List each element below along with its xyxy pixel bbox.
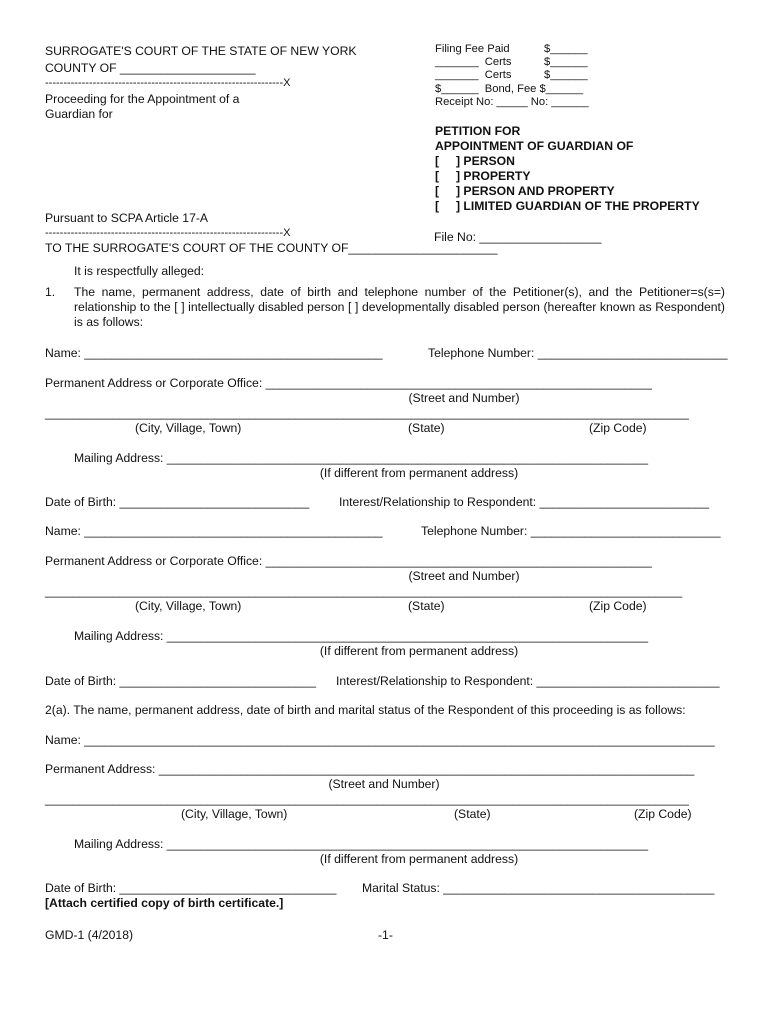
certs-2-amount[interactable]: $______ [544,69,588,81]
state-caption: (State) [408,599,445,613]
mailing-caption: (If different from permanent address) [319,644,519,658]
page-number: -1- [378,928,393,942]
petitioner-1-telephone-field[interactable]: Telephone Number: ____________________________ [428,346,728,360]
petitioner-2-relationship-field[interactable]: Interest/Relationship to Respondent: ___________________________ [336,674,720,688]
proceeding-line-2: Guardian for [45,107,113,121]
receipt-field[interactable]: Receipt No: _____ No: ______ [435,96,589,108]
form-id: GMD-1 (4/2018) [45,928,134,942]
petitioner-2-telephone-field[interactable]: Telephone Number: ____________________________ [421,524,721,538]
petitioner-1-name-field[interactable]: Name: ____________________________________________ [45,346,383,360]
alleged-line: It is respectfully alleged: [74,264,205,278]
respondent-address-field[interactable]: Permanent Address: _______________________________________________________________________________ [45,762,695,776]
petitioner-1-relationship-field[interactable]: Interest/Relationship to Respondent: _________________________ [339,495,709,509]
city-caption: (City, Village, Town) [135,599,242,613]
pursuant-line: Pursuant to SCPA Article 17-A [45,211,209,225]
para-1-number: 1. [45,285,56,299]
option-property-checkbox[interactable]: [ ] PROPERTY [435,169,531,183]
para-1-text: The name, permanent address, date of birth and telephone number of the Petitioner(s), and the Petitioner=s(s=) relationship to the [ ] intellectually disabled person [ ] developmentally disabled person (hereafter known as Respondent) is as follows: [74,285,725,329]
petitioner-1-address-field[interactable]: Permanent Address or Corporate Office: _________________________________________________________ [45,376,652,390]
street-caption: (Street and Number) [328,777,440,791]
state-caption: (State) [408,421,445,435]
petitioner-1-city-state-zip-field[interactable]: _______________________________________________________________________________________________ [45,406,689,420]
certs-1-amount[interactable]: $______ [544,56,588,68]
petition-subtitle: APPOINTMENT OF GUARDIAN OF [435,139,634,153]
petitioner-2-city-state-zip-field[interactable]: ______________________________________________________________________________________________ [45,584,683,598]
zip-caption: (Zip Code) [589,421,647,435]
respondent-dob-field[interactable]: Date of Birth: ________________________________ [45,881,337,895]
option-person-checkbox[interactable]: [ ] PERSON [435,154,515,168]
mailing-caption: (If different from permanent address) [319,466,519,480]
petitioner-1-dob-field[interactable]: Date of Birth: ____________________________ [45,495,310,509]
city-caption: (City, Village, Town) [181,807,288,821]
respondent-name-field[interactable]: Name: _____________________________________________________________________________________________ [45,733,715,747]
certs-2-field[interactable]: _______ Certs [435,69,512,81]
petitioner-2-address-field[interactable]: Permanent Address or Corporate Office: _________________________________________________________ [45,554,652,568]
to-court-line[interactable]: TO THE SURROGATE'S COURT OF THE COUNTY OF______________________ [45,241,498,255]
caption-separator-top: -----------------------------------------------------------------X [45,77,291,89]
petitioner-1-mailing-field[interactable]: Mailing Address: _______________________________________________________________________ [74,451,649,465]
option-person-and-property-checkbox[interactable]: [ ] PERSON AND PROPERTY [435,184,615,198]
proceeding-line-1: Proceeding for the Appointment of a [45,92,240,106]
bond-fee-field[interactable]: $______ Bond, Fee $______ [435,83,584,95]
petitioner-2-mailing-field[interactable]: Mailing Address: _______________________________________________________________________ [74,629,649,643]
zip-caption: (Zip Code) [589,599,647,613]
street-caption: (Street and Number) [408,569,520,583]
file-no-field[interactable]: File No: __________________ [434,230,602,244]
state-caption: (State) [454,807,491,821]
petitioner-2-name-field[interactable]: Name: ____________________________________________ [45,524,383,538]
filing-fee-field[interactable]: $______ [544,43,588,55]
street-caption: (Street and Number) [408,391,520,405]
petition-title: PETITION FOR [435,124,521,138]
county-field[interactable]: COUNTY OF ____________________ [45,61,256,75]
zip-caption: (Zip Code) [634,807,692,821]
option-limited-guardian-checkbox[interactable]: [ ] LIMITED GUARDIAN OF THE PROPERTY [435,199,700,213]
petitioner-2-dob-field[interactable]: Date of Birth: _____________________________ [45,674,317,688]
respondent-marital-status-field[interactable]: Marital Status: ________________________________________ [362,881,715,895]
caption-separator-bottom: -----------------------------------------------------------------X [45,227,291,239]
city-caption: (City, Village, Town) [135,421,242,435]
respondent-mailing-field[interactable]: Mailing Address: _______________________________________________________________________ [74,837,649,851]
court-title: SURROGATE'S COURT OF THE STATE OF NEW YORK [45,44,357,58]
certs-1-field[interactable]: _______ Certs [435,56,512,68]
para-2a-text: 2(a). The name, permanent address, date of birth and marital status of the Respondent of this proceeding is as follows: [45,703,686,717]
filing-fee-label: Filing Fee Paid [435,43,510,55]
mailing-caption: (If different from permanent address) [319,852,519,866]
respondent-city-state-zip-field[interactable]: _______________________________________________________________________________________________ [45,792,689,806]
birth-certificate-note: [Attach certified copy of birth certificate.] [45,896,284,910]
